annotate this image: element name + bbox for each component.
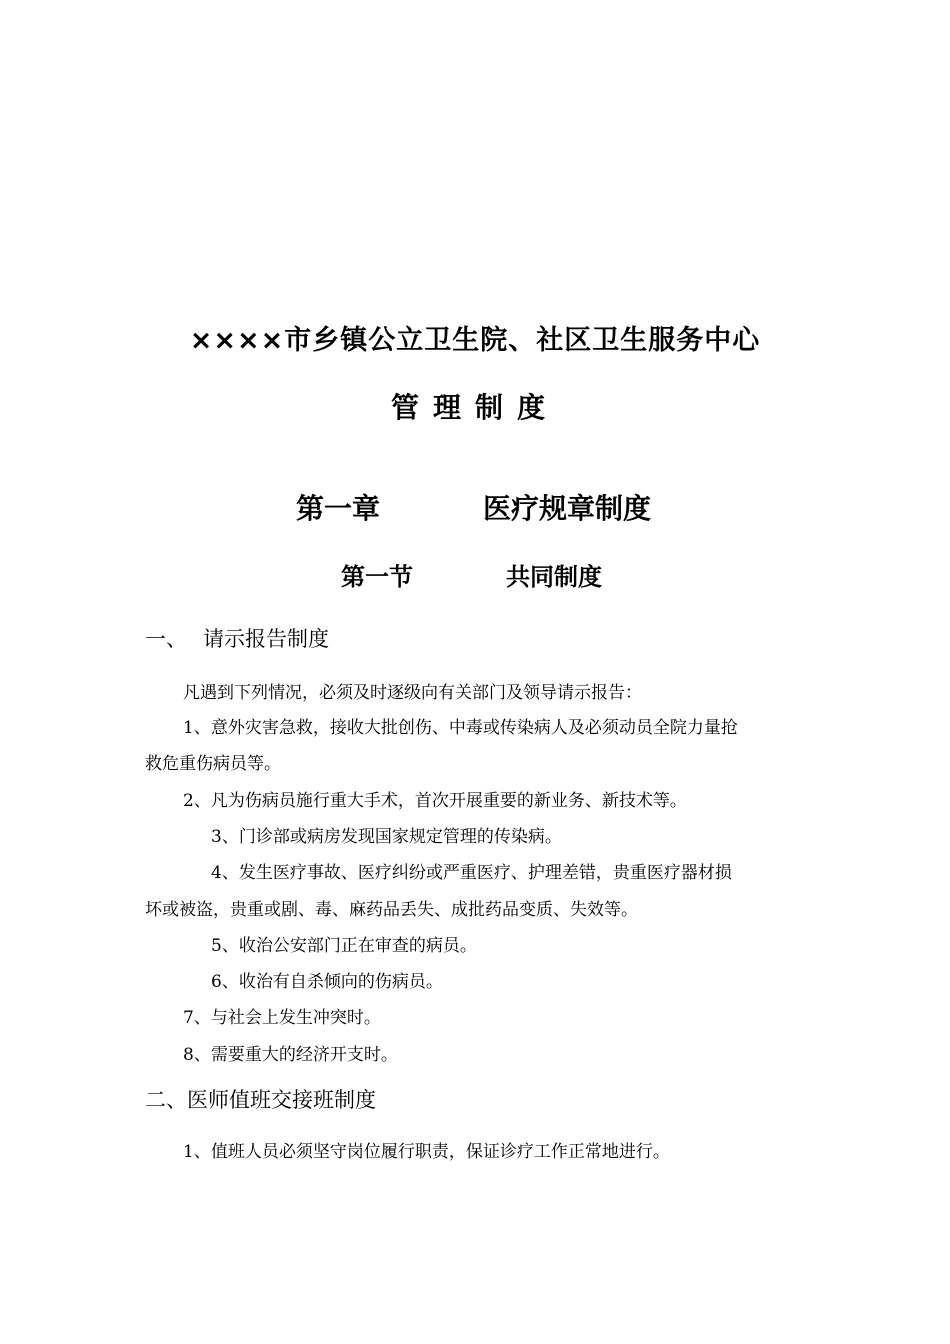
document-subtitle: 管理制度 xyxy=(390,391,559,424)
part1-item4-line1: 4、发生医疗事故、医疗纠纷或严重医疗、护理差错，贵重医疗器材损 xyxy=(211,863,732,883)
section-name: 共同制度 xyxy=(506,563,602,591)
part1-item2: 2、凡为伤病员施行重大手术，首次开展重要的新业务、新技术等。 xyxy=(183,791,687,811)
part1-intro: 凡遇到下列情况，必须及时逐级向有关部门及领导请示报告： xyxy=(183,683,642,703)
part2-item1: 1、值班人员必须坚守岗位履行职责，保证诊疗工作正常地进行。 xyxy=(183,1142,670,1162)
chapter-name: 医疗规章制度 xyxy=(483,492,652,525)
part1-heading: 请示报告制度 xyxy=(203,627,329,651)
part1-item3: 3、门诊部或病房发现国家规定管理的传染病。 xyxy=(211,827,562,847)
part1-marker: 一、 xyxy=(145,627,187,651)
part1-item5: 5、收治公安部门正在审查的病员。 xyxy=(211,936,477,956)
part1-item1-line2: 救危重伤病员等。 xyxy=(145,754,281,774)
part1-item6: 6、收治有自杀倾向的伤病员。 xyxy=(211,972,443,992)
chapter-number: 第一章 xyxy=(296,492,381,525)
part1-item1-line1: 1、意外灾害急救，接收大批创伤、中毒或传染病人及必须动员全院力量抢 xyxy=(183,718,738,738)
document-title: ××××市乡镇公立卫生院、社区卫生服务中心 xyxy=(189,325,761,356)
part2-heading: 二、医师值班交接班制度 xyxy=(145,1088,376,1112)
part1-item4-line2: 坏或被盗，贵重或剧、毒、麻药品丢失、成批药品变质、失效等。 xyxy=(145,900,638,920)
part1-item7: 7、与社会上发生冲突时。 xyxy=(183,1008,381,1028)
part1-item8: 8、需要重大的经济开支时。 xyxy=(183,1045,398,1065)
section-number: 第一节 xyxy=(341,563,413,591)
